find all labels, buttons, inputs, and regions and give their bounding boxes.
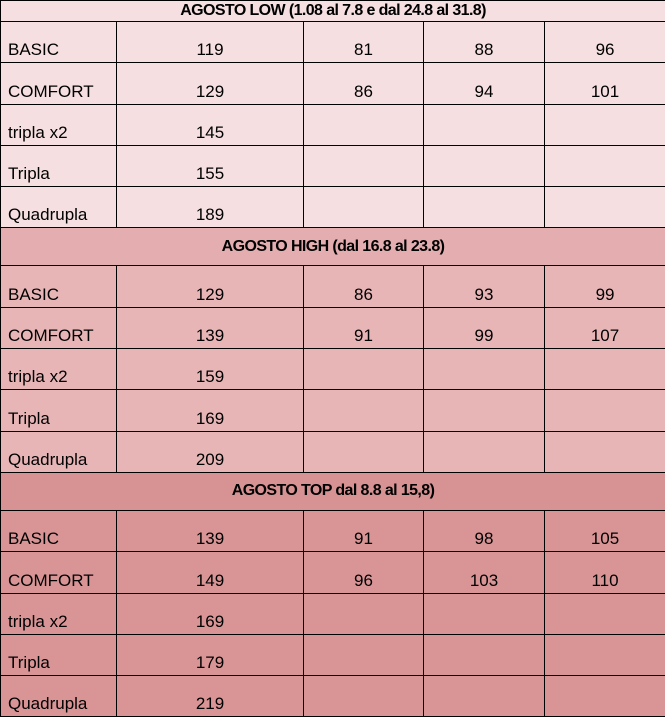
price-cell: 96 (304, 552, 424, 593)
table-row (1, 510, 665, 551)
room-type-label: Tripla (1, 145, 117, 186)
price-cell: 96 (545, 22, 665, 63)
price-cell: 105 (545, 510, 665, 551)
table-row (1, 266, 665, 307)
price-cell: 149 (117, 552, 304, 593)
price-cell (545, 145, 665, 186)
price-cell (545, 390, 665, 431)
room-type-label: BASIC (1, 22, 117, 63)
room-type-label: BASIC (1, 510, 117, 551)
room-type-label: COMFORT (1, 552, 117, 593)
price-cell: 139 (117, 510, 304, 551)
price-cell (545, 593, 665, 634)
price-cell: 169 (117, 593, 304, 634)
table-row (1, 187, 665, 228)
price-cell: 159 (117, 349, 304, 390)
table-row (1, 634, 665, 675)
price-cell (304, 145, 424, 186)
price-cell (424, 145, 545, 186)
price-cell: 86 (304, 63, 424, 104)
room-type-label: Quadrupla (1, 187, 117, 228)
room-type-label: BASIC (1, 266, 117, 307)
price-cell (424, 593, 545, 634)
price-cell (424, 676, 545, 717)
price-cell (545, 187, 665, 228)
price-cell: 129 (117, 63, 304, 104)
table-row (1, 349, 665, 390)
room-type-label: Quadrupla (1, 431, 117, 472)
price-cell: 98 (424, 510, 545, 551)
price-cell: 119 (117, 22, 304, 63)
room-type-label: tripla x2 (1, 349, 117, 390)
price-cell: 169 (117, 390, 304, 431)
price-cell (545, 431, 665, 472)
price-cell (304, 593, 424, 634)
price-cell (545, 676, 665, 717)
price-cell: 91 (304, 510, 424, 551)
table-row (1, 104, 665, 145)
room-type-label: Tripla (1, 634, 117, 675)
price-cell (304, 634, 424, 675)
table-row (1, 431, 665, 472)
price-cell: 81 (304, 22, 424, 63)
price-cell (424, 431, 545, 472)
room-type-label: Tripla (1, 390, 117, 431)
price-cell: 93 (424, 266, 545, 307)
price-cell (545, 349, 665, 390)
price-cell: 99 (545, 266, 665, 307)
price-cell: 189 (117, 187, 304, 228)
section-header-row (1, 228, 665, 266)
room-type-label: COMFORT (1, 63, 117, 104)
section-title: AGOSTO LOW (1.08 al 7.8 e dal 24.8 al 31.8) (1, 1, 665, 22)
table-row (1, 552, 665, 593)
price-cell (304, 104, 424, 145)
table-row (1, 307, 665, 348)
table-row (1, 676, 665, 717)
room-type-label: tripla x2 (1, 593, 117, 634)
price-cell (304, 676, 424, 717)
table-row (1, 63, 665, 104)
price-cell (304, 431, 424, 472)
price-cell (545, 104, 665, 145)
table-row (1, 22, 665, 63)
room-type-label: COMFORT (1, 307, 117, 348)
price-cell: 94 (424, 63, 545, 104)
price-cell: 209 (117, 431, 304, 472)
price-cell (304, 390, 424, 431)
price-cell: 103 (424, 552, 545, 593)
price-cell: 129 (117, 266, 304, 307)
price-cell: 107 (545, 307, 665, 348)
price-cell: 145 (117, 104, 304, 145)
price-cell: 155 (117, 145, 304, 186)
price-cell (304, 349, 424, 390)
price-cell (545, 634, 665, 675)
price-cell: 179 (117, 634, 304, 675)
price-cell: 139 (117, 307, 304, 348)
section-header-row (1, 472, 665, 510)
price-cell: 219 (117, 676, 304, 717)
price-cell: 110 (545, 552, 665, 593)
price-cell: 88 (424, 22, 545, 63)
section-header-row (1, 1, 665, 22)
price-cell: 101 (545, 63, 665, 104)
table-row (1, 390, 665, 431)
section-title: AGOSTO HIGH (dal 16.8 al 23.8) (1, 228, 665, 266)
price-cell (424, 349, 545, 390)
table-row (1, 145, 665, 186)
price-cell (424, 390, 545, 431)
price-table-body (1, 1, 665, 717)
price-cell (304, 187, 424, 228)
price-cell: 86 (304, 266, 424, 307)
section-title: AGOSTO TOP dal 8.8 al 15,8) (1, 472, 665, 510)
price-cell: 91 (304, 307, 424, 348)
price-cell: 99 (424, 307, 545, 348)
room-type-label: Quadrupla (1, 676, 117, 717)
price-cell (424, 187, 545, 228)
room-type-label: tripla x2 (1, 104, 117, 145)
price-cell (424, 634, 545, 675)
price-cell (424, 104, 545, 145)
table-row (1, 593, 665, 634)
